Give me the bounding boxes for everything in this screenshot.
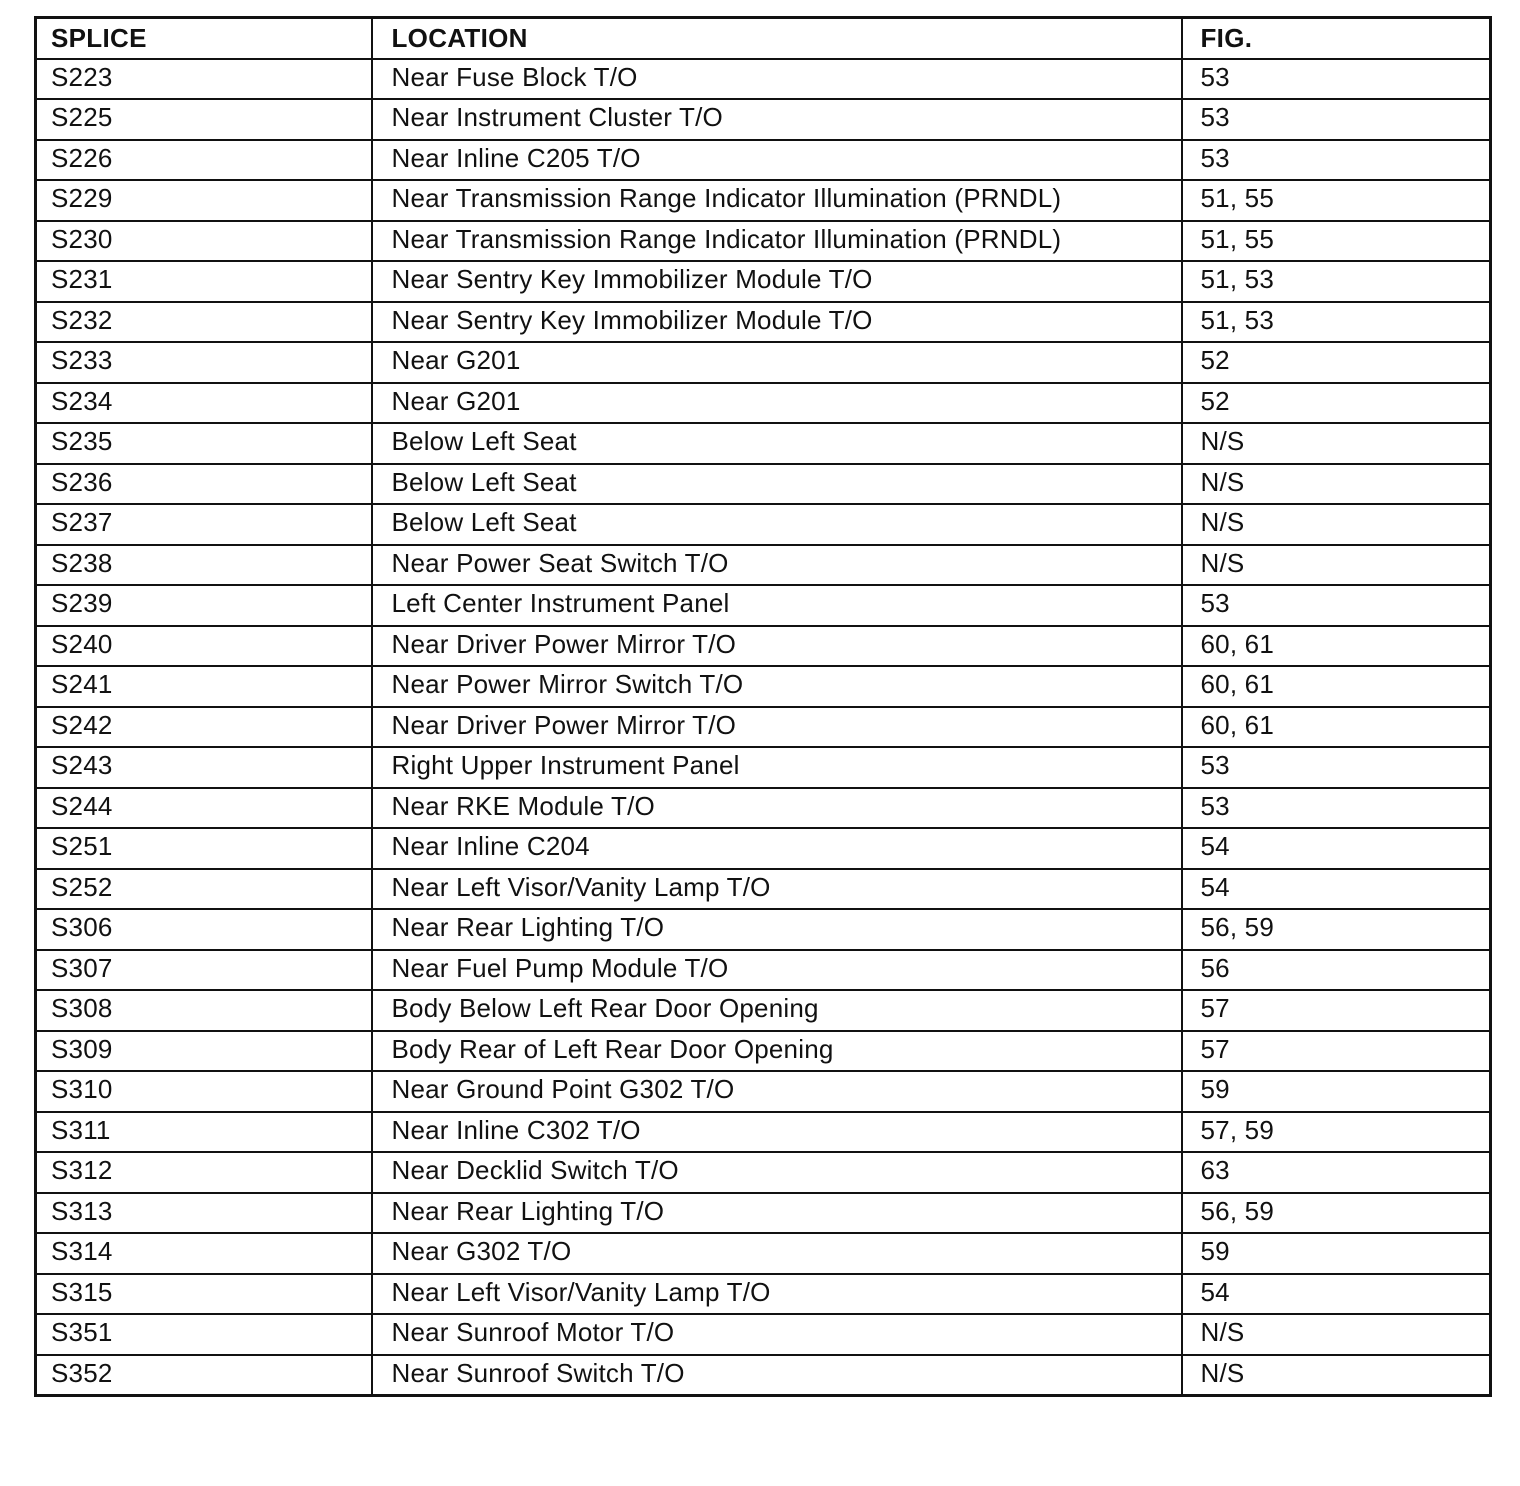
splice-cell: S235 [36,423,372,464]
splice-cell: S307 [36,950,372,991]
fig-cell: 53 [1182,99,1491,140]
splice-cell: S226 [36,140,372,181]
fig-cell: 59 [1182,1233,1491,1274]
table-row [36,626,1491,667]
location-cell: Near Driver Power Mirror T/O [372,707,1182,748]
fig-cell: 53 [1182,585,1491,626]
location-cell: Below Left Seat [372,423,1182,464]
table-row [36,1031,1491,1072]
table-row [36,747,1491,788]
location-cell: Near Fuel Pump Module T/O [372,950,1182,991]
splice-cell: S225 [36,99,372,140]
splice-cell: S239 [36,585,372,626]
location-cell: Near Sentry Key Immobilizer Module T/O [372,302,1182,343]
splice-cell: S240 [36,626,372,667]
location-cell: Near Ground Point G302 T/O [372,1071,1182,1112]
location-cell: Near RKE Module T/O [372,788,1182,829]
splice-cell: S312 [36,1152,372,1193]
header-location: LOCATION [372,18,1182,59]
splice-cell: S232 [36,302,372,343]
table-row [36,464,1491,505]
fig-cell: 53 [1182,140,1491,181]
table-row [36,221,1491,262]
fig-cell: 51, 53 [1182,261,1491,302]
location-cell: Near Rear Lighting T/O [372,1193,1182,1234]
fig-cell: N/S [1182,464,1491,505]
splice-cell: S230 [36,221,372,262]
table-row [36,869,1491,910]
splice-cell: S310 [36,1071,372,1112]
table-row [36,666,1491,707]
table-row [36,99,1491,140]
splice-cell: S252 [36,869,372,910]
location-cell: Near Inline C204 [372,828,1182,869]
splice-cell: S315 [36,1274,372,1315]
fig-cell: 63 [1182,1152,1491,1193]
splice-cell: S238 [36,545,372,586]
fig-cell: 52 [1182,342,1491,383]
fig-cell: 57 [1182,1031,1491,1072]
table-row [36,180,1491,221]
table-row [36,342,1491,383]
fig-cell: 54 [1182,869,1491,910]
location-cell: Near Sunroof Motor T/O [372,1314,1182,1355]
fig-cell: 56, 59 [1182,909,1491,950]
fig-cell: 57, 59 [1182,1112,1491,1153]
table-row [36,140,1491,181]
splice-cell: S251 [36,828,372,869]
location-cell: Below Left Seat [372,464,1182,505]
table-row [36,1233,1491,1274]
location-cell: Near G302 T/O [372,1233,1182,1274]
location-cell: Near Driver Power Mirror T/O [372,626,1182,667]
fig-cell: 51, 55 [1182,221,1491,262]
fig-cell: 60, 61 [1182,707,1491,748]
splice-cell: S352 [36,1355,372,1396]
table-body [36,59,1491,1396]
splice-location-table [34,16,1492,1397]
location-cell: Near Left Visor/Vanity Lamp T/O [372,1274,1182,1315]
location-cell: Near G201 [372,342,1182,383]
table-row [36,504,1491,545]
table-row [36,1112,1491,1153]
fig-cell: N/S [1182,504,1491,545]
splice-cell: S236 [36,464,372,505]
table-header [36,18,1491,59]
location-cell: Near Transmission Range Indicator Illumination (PRNDL) [372,180,1182,221]
location-cell: Near Fuse Block T/O [372,59,1182,100]
fig-cell: N/S [1182,423,1491,464]
table-row [36,1274,1491,1315]
splice-cell: S351 [36,1314,372,1355]
location-cell: Left Center Instrument Panel [372,585,1182,626]
table-row [36,828,1491,869]
splice-cell: S313 [36,1193,372,1234]
fig-cell: 51, 53 [1182,302,1491,343]
table-row [36,261,1491,302]
fig-cell: 53 [1182,59,1491,100]
fig-cell: 60, 61 [1182,626,1491,667]
fig-cell: 54 [1182,828,1491,869]
splice-cell: S241 [36,666,372,707]
header-splice: SPLICE [36,18,372,59]
location-cell: Body Rear of Left Rear Door Opening [372,1031,1182,1072]
fig-cell: N/S [1182,1355,1491,1396]
table-row [36,1355,1491,1396]
splice-cell: S234 [36,383,372,424]
splice-cell: S309 [36,1031,372,1072]
location-cell: Near Decklid Switch T/O [372,1152,1182,1193]
splice-cell: S308 [36,990,372,1031]
table-row [36,302,1491,343]
splice-cell: S314 [36,1233,372,1274]
splice-cell: S243 [36,747,372,788]
header-row [36,18,1491,59]
location-cell: Near Instrument Cluster T/O [372,99,1182,140]
fig-cell: 53 [1182,747,1491,788]
table-row [36,1071,1491,1112]
fig-cell: 52 [1182,383,1491,424]
location-cell: Near Left Visor/Vanity Lamp T/O [372,869,1182,910]
table-row [36,909,1491,950]
fig-cell: 51, 55 [1182,180,1491,221]
location-cell: Near Rear Lighting T/O [372,909,1182,950]
fig-cell: 60, 61 [1182,666,1491,707]
table-row [36,1152,1491,1193]
table-row [36,59,1491,100]
fig-cell: 57 [1182,990,1491,1031]
fig-cell: 56 [1182,950,1491,991]
table-row [36,788,1491,829]
location-cell: Body Below Left Rear Door Opening [372,990,1182,1031]
location-cell: Near Transmission Range Indicator Illumination (PRNDL) [372,221,1182,262]
fig-cell: 59 [1182,1071,1491,1112]
splice-cell: S231 [36,261,372,302]
fig-cell: 56, 59 [1182,1193,1491,1234]
header-fig: FIG. [1182,18,1491,59]
fig-cell: N/S [1182,1314,1491,1355]
location-cell: Near Inline C205 T/O [372,140,1182,181]
location-cell: Near Power Mirror Switch T/O [372,666,1182,707]
location-cell: Near Power Seat Switch T/O [372,545,1182,586]
table-row [36,423,1491,464]
table-row [36,707,1491,748]
splice-cell: S242 [36,707,372,748]
fig-cell: 54 [1182,1274,1491,1315]
table-row [36,585,1491,626]
fig-cell: 53 [1182,788,1491,829]
location-cell: Near Inline C302 T/O [372,1112,1182,1153]
table-row [36,383,1491,424]
splice-cell: S223 [36,59,372,100]
location-cell: Near G201 [372,383,1182,424]
splice-cell: S237 [36,504,372,545]
table-row [36,1193,1491,1234]
location-cell: Right Upper Instrument Panel [372,747,1182,788]
table-row [36,1314,1491,1355]
splice-cell: S306 [36,909,372,950]
fig-cell: N/S [1182,545,1491,586]
location-cell: Below Left Seat [372,504,1182,545]
table-row [36,990,1491,1031]
location-cell: Near Sunroof Switch T/O [372,1355,1182,1396]
splice-cell: S233 [36,342,372,383]
table-row [36,545,1491,586]
splice-cell: S311 [36,1112,372,1153]
table-row [36,950,1491,991]
splice-cell: S229 [36,180,372,221]
splice-cell: S244 [36,788,372,829]
location-cell: Near Sentry Key Immobilizer Module T/O [372,261,1182,302]
